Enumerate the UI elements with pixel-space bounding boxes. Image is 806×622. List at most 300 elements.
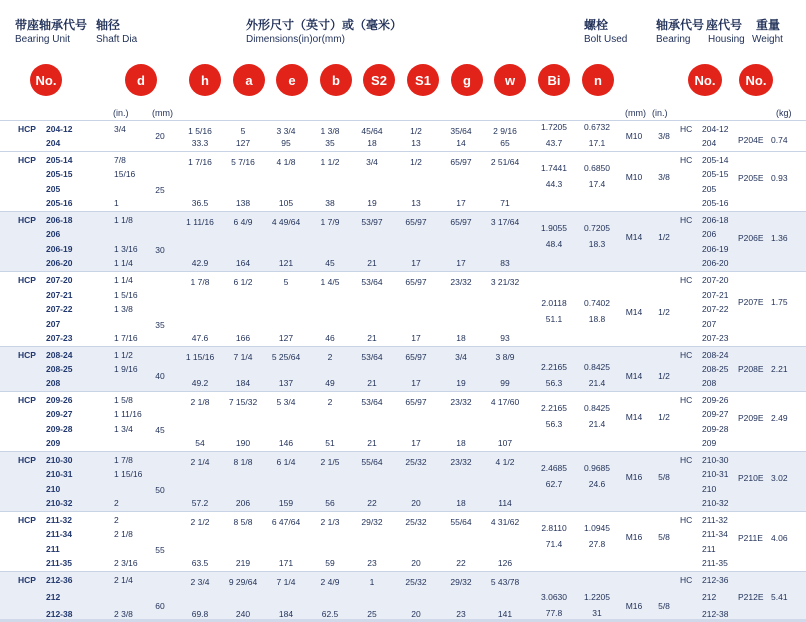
bi-in: 2.8110	[541, 523, 567, 534]
shaft-dia-in: 1	[114, 198, 119, 208]
dim-mm: 17	[411, 378, 421, 388]
dim-mm: 126	[497, 558, 513, 568]
hc-prefix: HC	[680, 275, 693, 285]
dim-mm: 21	[367, 438, 377, 448]
dim-in: 55/64	[450, 517, 472, 527]
dim-in: 65/97	[450, 157, 472, 167]
badge-s2: S2	[363, 64, 395, 96]
dim-mm: 206	[235, 498, 251, 508]
dim-mm: 56	[325, 498, 335, 508]
dim-mm: 95	[281, 138, 291, 148]
bearing-unit-code: 209	[46, 438, 61, 448]
bolt-metric: M16	[625, 472, 643, 483]
dim-in: 5	[240, 126, 246, 136]
prefix-label: HCP	[18, 275, 36, 285]
n-mm: 17.4	[588, 179, 606, 190]
bearing-code: 205-14	[702, 155, 729, 165]
dim-mm: 69.8	[191, 609, 209, 619]
bearing-unit-code: 208-25	[46, 364, 73, 374]
bearing-unit-code: 206	[46, 229, 61, 240]
dim-mm: 13	[411, 198, 421, 208]
badge-w: w	[494, 64, 526, 96]
prefix-label: HCP	[18, 350, 36, 360]
bearing-code: 205-15	[702, 169, 729, 180]
column-badges	[0, 64, 806, 98]
bearing-code: 206-19	[702, 243, 729, 254]
bearing-unit-code: 210-30	[46, 455, 73, 465]
housing-code: P211E	[738, 532, 763, 543]
bolt-metric: M14	[625, 306, 643, 317]
dim-mm: 166	[235, 333, 251, 343]
housing-code: P205E	[738, 172, 764, 183]
shaft-dia-mm: 20	[155, 131, 165, 141]
dim-mm: 17	[411, 258, 421, 268]
bearing-unit-code: 207-23	[46, 333, 73, 343]
shaft-cn: 轴径	[96, 18, 121, 32]
bearing-code: 208	[702, 378, 717, 388]
hc-prefix: HC	[680, 215, 693, 225]
bearing-cn: 轴承代号	[656, 18, 705, 32]
n-mm: 27.8	[588, 539, 606, 550]
bi-in: 1.7205	[541, 122, 567, 132]
bolt-metric: M10	[625, 172, 643, 183]
bearing-unit-code: 204-12	[46, 124, 73, 134]
shaft-dia-in: 2	[114, 515, 119, 525]
hc-prefix: HC	[680, 155, 693, 165]
hc-prefix: HC	[680, 455, 693, 465]
hc-prefix: HC	[680, 395, 693, 405]
dim-mm: 127	[235, 138, 251, 148]
prefix-label: HCP	[18, 575, 36, 585]
weight-value: 2.49	[771, 412, 788, 423]
bearing-unit-code: 211-35	[46, 558, 72, 568]
dim-mm: 33.3	[191, 138, 209, 148]
n-in: 0.7402	[584, 297, 610, 308]
n-mm: 17.1	[588, 138, 606, 148]
dim-mm: 20	[411, 609, 421, 619]
bearing-unit-code: 205	[46, 183, 61, 194]
bearing-code: 207-21	[702, 289, 729, 300]
bolt-inch: 5/8	[658, 472, 670, 483]
n-mm: 18.3	[588, 239, 606, 250]
housing-code: P212E	[738, 592, 764, 602]
dim-in: 3 3/4	[276, 126, 296, 136]
dim-in: 7 15/32	[228, 397, 258, 407]
n-in: 0.8425	[584, 362, 610, 372]
weight-en: Weight	[752, 34, 783, 45]
prefix-label: HCP	[18, 215, 36, 225]
bearing-code: 207-20	[702, 275, 729, 285]
dim-in: 1/2	[410, 126, 422, 136]
dim-in: 5 25/64	[271, 352, 301, 362]
dim-in: 2 1/2	[190, 517, 210, 527]
dim-in: 3 21/32	[490, 277, 520, 287]
housing-code: P209E	[738, 412, 764, 423]
dim-mm: 171	[278, 558, 294, 568]
bearing-code: 208-24	[702, 350, 729, 360]
dim-mm: 54	[195, 438, 205, 448]
n-mm: 21.4	[588, 419, 606, 430]
bolt-en: Bolt Used	[584, 34, 628, 45]
shaft-dia-in: 1 1/2	[114, 350, 133, 360]
bi-mm: 62.7	[545, 479, 563, 490]
units-row	[0, 108, 806, 120]
dim-mm: 63.5	[191, 558, 209, 568]
bi-in: 2.2165	[541, 362, 567, 372]
badge-d: d	[125, 64, 157, 96]
prefix-label: HCP	[18, 124, 36, 134]
dim-in: 8 1/8	[233, 457, 253, 467]
dim-mm: 99	[500, 378, 510, 388]
bearing-unit-cn: 带座轴承代号	[15, 18, 88, 32]
bi-in: 1.7441	[541, 163, 567, 174]
hc-prefix: HC	[680, 124, 693, 134]
bearing-en: Bearing	[656, 34, 691, 45]
dim-in: 1 1/2	[320, 157, 340, 167]
shaft-dia-in: 3/4	[114, 124, 126, 134]
bi-in: 1.9055	[541, 223, 567, 234]
bi-mm: 56.3	[545, 419, 563, 430]
dim-in: 29/32	[450, 577, 472, 587]
table-group	[0, 211, 806, 271]
dim-in: 2 9/16	[493, 126, 517, 136]
bearing-unit-code: 205-15	[46, 169, 73, 180]
unit-in-bolt: (in.)	[652, 108, 668, 118]
dim-in: 65/97	[405, 397, 427, 407]
bi-mm: 71.4	[545, 539, 563, 550]
bearing-unit-code: 210-31	[46, 469, 73, 480]
dim-in: 23/32	[450, 397, 472, 407]
shaft-dia-mm: 35	[155, 319, 165, 330]
dim-mm: 47.6	[191, 333, 209, 343]
shaft-dia-mm: 50	[155, 485, 165, 496]
dim-mm: 18	[456, 333, 466, 343]
dim-mm: 121	[278, 258, 294, 268]
housing-code: P208E	[738, 364, 764, 374]
dim-mm: 71	[500, 198, 510, 208]
shaft-dia-in: 1 5/16	[114, 289, 138, 300]
badge-bi: Bi	[538, 64, 570, 96]
unit-mm: (mm)	[152, 108, 173, 118]
dim-in: 2 4/9	[320, 577, 340, 587]
hc-prefix: HC	[680, 515, 693, 525]
dim-in: 1 7/16	[188, 157, 212, 167]
bolt-metric: M14	[625, 232, 643, 243]
bearing-code: 209-27	[702, 409, 729, 420]
bearing-unit-code: 206-19	[46, 243, 73, 254]
bearing-code: 204	[702, 138, 717, 148]
dim-mm: 240	[235, 609, 251, 619]
dim-in: 23/32	[450, 277, 472, 287]
bearing-code: 205	[702, 183, 717, 194]
shaft-dia-mm: 55	[155, 545, 165, 556]
bearing-code: 209	[702, 438, 717, 448]
dim-in: 2 3/4	[190, 577, 210, 587]
dim-in: 1/2	[410, 157, 422, 167]
dim-in: 5 7/16	[231, 157, 255, 167]
dim-in: 5 43/78	[490, 577, 520, 587]
shaft-dia-in: 2	[114, 498, 119, 508]
dim-in: 1 4/5	[320, 277, 340, 287]
dim-in: 8 5/8	[233, 517, 253, 527]
weight-cn: 重量	[756, 18, 781, 32]
prefix-label: HCP	[18, 395, 36, 405]
shaft-dia-in: 1 1/4	[114, 258, 133, 268]
bearing-unit-code: 207-20	[46, 275, 73, 285]
weight-value: 3.02	[771, 472, 788, 483]
n-in: 0.8425	[584, 403, 610, 414]
weight-value: 0.93	[771, 172, 788, 183]
bearing-code: 206-20	[702, 258, 729, 268]
n-mm: 24.6	[588, 479, 606, 490]
bearing-unit-code: 211	[46, 543, 60, 554]
dim-in: 23/32	[450, 457, 472, 467]
dim-in: 53/64	[361, 397, 383, 407]
housing-cn: 座代号	[706, 18, 743, 32]
bi-mm: 43.7	[545, 138, 563, 148]
dim-in: 4 1/2	[495, 457, 515, 467]
dim-mm: 93	[500, 333, 510, 343]
dim-in: 1 15/16	[185, 352, 215, 362]
bolt-metric: M10	[625, 131, 643, 141]
badge-h: h	[189, 64, 221, 96]
dim-in: 1 5/16	[188, 126, 212, 136]
bolt-inch: 3/8	[658, 131, 670, 141]
bearing-unit-code: 210-32	[46, 498, 73, 508]
bolt-metric: M14	[625, 371, 643, 381]
dim-in: 2 51/64	[490, 157, 520, 167]
shaft-dia-in: 2 3/16	[114, 558, 138, 568]
bearing-unit-code: 212	[46, 592, 61, 602]
badge-n: n	[582, 64, 614, 96]
dim-in: 25/32	[405, 517, 427, 527]
bolt-inch: 1/2	[658, 232, 670, 243]
bearing-unit-code: 209-26	[46, 395, 73, 405]
dim-mm: 219	[235, 558, 251, 568]
dim-mm: 18	[456, 438, 466, 448]
dim-in: 2 1/8	[190, 397, 210, 407]
dim-mm: 105	[278, 198, 294, 208]
prefix-label: HCP	[18, 455, 36, 465]
shaft-dia-in: 1 15/16	[114, 469, 143, 480]
dim-in: 7 1/4	[276, 577, 296, 587]
table-group	[0, 151, 806, 211]
bearing-unit-code: 205-14	[46, 155, 73, 165]
dims-en: Dimensions(in)or(mm)	[246, 34, 345, 45]
bearing-unit-code: 207-22	[46, 304, 73, 314]
dim-in: 6 47/64	[271, 517, 301, 527]
dim-mm: 14	[456, 138, 466, 148]
bearing-unit-code: 211-34	[46, 529, 72, 540]
table-group	[0, 120, 806, 151]
bi-in: 2.4685	[541, 463, 567, 474]
bearing-code: 208-25	[702, 364, 729, 374]
n-in: 0.6732	[584, 122, 610, 132]
shaft-dia-in: 1 1/4	[114, 275, 133, 285]
bearing-unit-code: 209-27	[46, 409, 73, 420]
dim-in: 65/97	[450, 217, 472, 227]
dim-mm: 62.5	[321, 609, 339, 619]
bearing-unit-code: 209-28	[46, 423, 73, 434]
table-group	[0, 451, 806, 511]
bolt-inch: 1/2	[658, 412, 670, 423]
prefix-label: HCP	[18, 155, 36, 165]
shaft-dia-in: 1 7/8	[114, 455, 133, 465]
shaft-dia-mm: 60	[155, 600, 165, 611]
dim-in: 2 1/3	[320, 517, 340, 527]
shaft-dia-mm: 30	[155, 245, 165, 256]
dim-mm: 13	[411, 138, 421, 148]
bearing-unit-code: 211-32	[46, 515, 72, 525]
n-in: 0.6850	[584, 163, 610, 174]
shaft-dia-in: 1 3/8	[114, 304, 133, 314]
dim-in: 4 1/8	[276, 157, 296, 167]
shaft-dia-mm: 40	[155, 371, 165, 381]
dim-in: 65/97	[405, 217, 427, 227]
weight-value: 0.74	[771, 134, 788, 145]
dim-mm: 49	[325, 378, 335, 388]
housing-code: P204E	[738, 134, 764, 145]
dim-mm: 38	[325, 198, 335, 208]
bearing-code: 205-16	[702, 198, 729, 208]
bearing-code: 211-35	[702, 558, 728, 568]
table-group	[0, 271, 806, 346]
dim-in: 53/97	[361, 217, 383, 227]
housing-code: P207E	[738, 296, 764, 307]
unit-mm-bolt: (mm)	[625, 108, 646, 118]
dim-in: 4 49/64	[271, 217, 301, 227]
bolt-metric: M16	[625, 532, 643, 543]
bearing-unit-code: 204	[46, 138, 61, 148]
dim-in: 65/97	[405, 277, 427, 287]
dim-in: 2	[327, 352, 333, 362]
shaft-en: Shaft Dia	[96, 34, 138, 45]
bearing-unit-en: Bearing Unit	[15, 34, 71, 45]
table-group	[0, 571, 806, 622]
hc-prefix: HC	[680, 350, 693, 360]
table-group	[0, 511, 806, 571]
shaft-dia-in: 1 11/16	[114, 409, 142, 420]
dim-in: 3 17/64	[490, 217, 520, 227]
shaft-dia-in: 1 7/16	[114, 333, 138, 343]
dim-in: 6 1/4	[276, 457, 296, 467]
bearing-code: 206-18	[702, 215, 729, 225]
bearing-unit-code: 210	[46, 483, 61, 494]
badge-e: e	[276, 64, 308, 96]
dim-mm: 17	[456, 198, 466, 208]
n-mm: 21.4	[588, 378, 606, 388]
dims-cn: 外形尺寸（英寸）或（毫米）	[246, 18, 403, 32]
dim-mm: 42.9	[191, 258, 209, 268]
bolt-inch: 3/8	[658, 172, 670, 183]
dim-in: 1	[369, 577, 375, 587]
dim-in: 5	[283, 277, 289, 287]
bearing-code: 209-28	[702, 423, 729, 434]
badge-no: No.	[30, 64, 62, 96]
dim-in: 53/64	[361, 277, 383, 287]
shaft-dia-in: 1 3/16	[114, 243, 138, 254]
dim-mm: 35	[325, 138, 335, 148]
dim-mm: 83	[500, 258, 510, 268]
shaft-dia-in: 1 3/4	[114, 423, 133, 434]
dim-mm: 57.2	[191, 498, 209, 508]
dim-mm: 45	[325, 258, 335, 268]
bearing-code: 204-12	[702, 124, 729, 134]
bolt-metric: M14	[625, 412, 643, 423]
dim-in: 2 1/5	[320, 457, 340, 467]
shaft-dia-in: 1 5/8	[114, 395, 133, 405]
prefix-label: HCP	[18, 515, 36, 525]
weight-value: 4.06	[771, 532, 788, 543]
dim-mm: 36.5	[191, 198, 209, 208]
shaft-dia-mm: 25	[155, 185, 165, 196]
badge-no-housing: No.	[688, 64, 722, 96]
bi-mm: 48.4	[545, 239, 563, 250]
badge-no-weight: No.	[739, 64, 773, 96]
dim-in: 3/4	[455, 352, 467, 362]
dim-mm: 18	[456, 498, 466, 508]
shaft-dia-in: 2 1/4	[114, 575, 133, 585]
bolt-inch: 5/8	[658, 532, 670, 543]
dim-mm: 51	[325, 438, 335, 448]
n-in: 0.9685	[584, 463, 610, 474]
bearing-code: 210	[702, 483, 717, 494]
bolt-metric: M16	[625, 600, 643, 611]
dim-mm: 21	[367, 378, 377, 388]
dim-in: 1 11/16	[186, 217, 214, 227]
bi-in: 2.0118	[541, 297, 567, 308]
dim-in: 35/64	[450, 126, 472, 136]
dim-in: 9 29/64	[228, 577, 258, 587]
dim-in: 6 1/2	[233, 277, 253, 287]
dim-in: 25/32	[405, 457, 427, 467]
dim-in: 6 4/9	[233, 217, 253, 227]
n-in: 1.2205	[584, 591, 610, 602]
bolt-inch: 1/2	[658, 306, 670, 317]
bearing-code: 207-23	[702, 333, 729, 343]
dim-mm: 46	[325, 333, 335, 343]
unit-in: (in.)	[113, 108, 129, 118]
n-in: 1.0945	[584, 523, 610, 534]
dim-mm: 190	[235, 438, 251, 448]
dim-in: 29/32	[361, 517, 383, 527]
dim-mm: 59	[325, 558, 335, 568]
dim-mm: 21	[367, 333, 377, 343]
dim-in: 3/4	[366, 157, 378, 167]
bearing-unit-code: 205-16	[46, 198, 73, 208]
table-group	[0, 346, 806, 391]
dim-mm: 159	[278, 498, 294, 508]
shaft-dia-in: 2 3/8	[114, 609, 133, 619]
dim-mm: 127	[278, 333, 294, 343]
dim-mm: 20	[411, 498, 421, 508]
bolt-inch: 1/2	[658, 371, 670, 381]
bi-mm: 51.1	[545, 313, 563, 324]
badge-a: a	[233, 64, 265, 96]
dim-in: 4 17/60	[490, 397, 520, 407]
bearing-code: 210-32	[702, 498, 729, 508]
bearing-unit-code: 207	[46, 318, 61, 329]
bi-in: 2.2165	[541, 403, 567, 414]
n-mm: 31	[592, 607, 602, 618]
shaft-dia-in: 1 1/8	[114, 215, 133, 225]
bearing-code: 207-22	[702, 304, 729, 314]
bolt-cn: 螺栓	[584, 18, 609, 32]
dim-mm: 25	[367, 609, 377, 619]
bi-in: 3.0630	[541, 591, 567, 602]
unit-kg: (kg)	[776, 108, 792, 118]
badge-b: b	[320, 64, 352, 96]
